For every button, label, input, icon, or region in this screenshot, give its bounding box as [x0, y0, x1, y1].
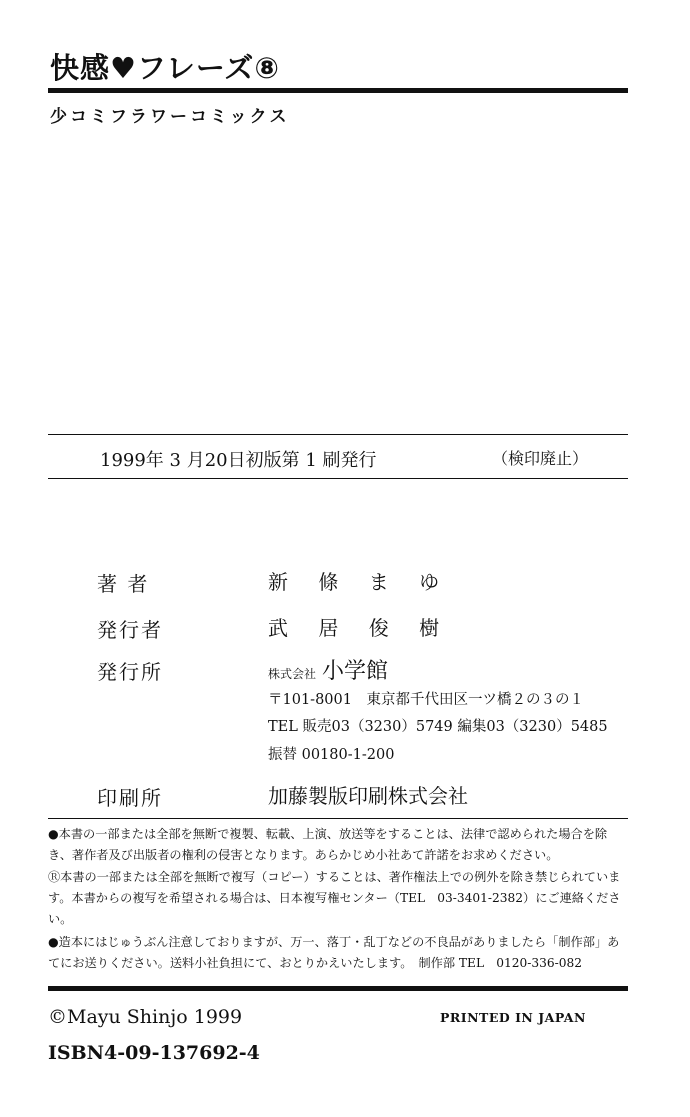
notice-reproduction: ●本書の一部または全部を無断で複製、転載、上演、放送等をすることは、法律で認められた場合を除き、著作者及び出版者の権利の侵害となります。あらかじめ小社あて許諾をお求めください。 — [48, 827, 608, 862]
top-thick-rule — [48, 88, 628, 93]
office-label: 発行所 — [97, 660, 163, 684]
isbn: ISBN4-09-137692-4 — [48, 1042, 260, 1064]
office-tel: TEL 販売03（3230）5749 編集03（3230）5485 — [268, 719, 608, 735]
edition-top-rule — [48, 434, 628, 435]
footer-thick-rule — [48, 986, 628, 991]
author-name: 新 條 ま ゆ — [268, 570, 452, 594]
book-title — [50, 46, 280, 87]
office-name — [268, 654, 388, 685]
printed-in-japan: PRINTED IN JAPAN — [440, 1010, 586, 1025]
seal-note: （検印廃止） — [492, 449, 589, 468]
copyright: ©Mayu Shinjo 1999 — [48, 1006, 243, 1028]
printer-label: 印刷所 — [97, 786, 163, 810]
notice-defects: ●造本にはじゅうぶん注意しておりますが、万一、落丁・乱丁などの不良品がありましたら「制作部」あてにお送りください。送料小社負担にて、おとりかえいたします。 制作部 TEL 0120-336-082 — [48, 935, 620, 970]
notice-photocopy: Ⓡ本書の一部または全部を無断で複写（コピー）することは、著作権法上での例外を除き禁じられています。本書からの複写を希望される場合は、日本複写権センター（TEL 03-3401-2382）にご連絡ください。 — [48, 870, 621, 926]
printer-name: 加藤製版印刷株式会社 — [268, 784, 468, 808]
edition-bottom-rule — [48, 478, 628, 479]
title-rest: フレーズ⑧ — [137, 51, 280, 85]
issuer-label: 発行者 — [97, 618, 163, 642]
office-transfer: 振替 00180-1-200 — [268, 747, 395, 763]
heart-icon: ♥ — [110, 51, 138, 85]
series-name: 少コミフラワーコミックス — [50, 107, 290, 127]
notice-top-rule — [48, 818, 628, 819]
edition-date: 1999年 3 月20日初版第 1 刷発行 — [100, 450, 377, 471]
title-main: 快感 — [50, 51, 111, 85]
office-prefix: 株式会社 — [268, 667, 317, 681]
author-label: 著 者 — [97, 572, 150, 596]
issuer-name: 武 居 俊 樹 — [268, 616, 452, 640]
office-address: 〒101-8001 東京都千代田区一ツ橋２の３の１ — [268, 692, 584, 708]
office-main: 小学館 — [322, 659, 389, 684]
